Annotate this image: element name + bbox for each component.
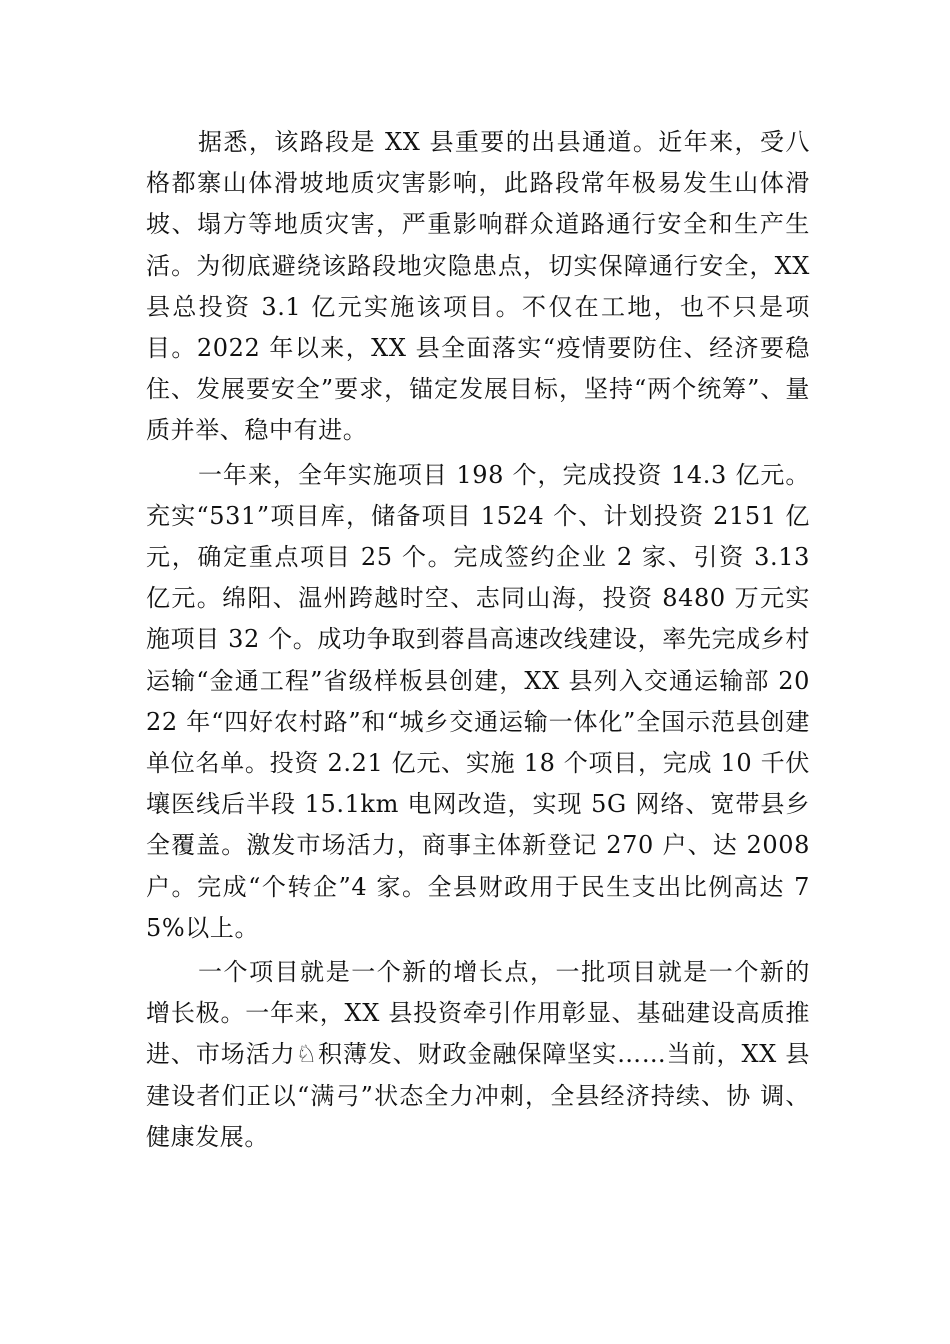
paragraph-3: 一个项目就是一个新的增长点，一批项目就是一个新的增长极。一年来，XX 县投资牵引作用彰显、基础建设高质推进、市场活力♘积薄发、财政金融保障坚实……当前，XX 县建设者们正以“满弓”状态全力冲刺，全县经济持续、协 调、健康发展。 [146,958,810,1151]
paragraph-2: 一年来，全年实施项目 198 个，完成投资 14.3 亿元。充实“531”项目库，储备项目 1524 个、计划投资 2151 亿元，确定重点项目 25 个。完成签约企业 2 家、引资 3.13 亿元。绵阳、温州跨越时空、志同山海，投资 8480 万元实施项目 32 个。成功争取到蓉昌高速改线建设，率先完成乡村运输“金通工程”省级样板县创建，XX 县列入交通运输部 2022 年“四好农村路”和“城乡交通运输一体化”全国示范县创建单位名单。投资 2.21 亿元、实施 18 个项目，完成 10 千伏壤医线后半段 15.1km 电网改造，实现 5G 网络、宽带县乡全覆盖。激发市场活力，商事主体新登记 270 户、达 2008 户。完成“个转企”4 家。全县财政用于民生支出比例高达 75%以上。 [146,460,810,942]
body-text [146,122,810,1161]
paragraph-1: 据悉，该路段是 XX 县重要的出县通道。近年来，受八格都寨山体滑坡地质灾害影响，此路段常年极易发生山体滑坡、塌方等地质灾害，严重影响群众道路通行安全和生产生活。为彻底避绕该路段地灾隐患点，切实保障通行安全，XX 县总投资 3.1 亿元实施该项目。不仅在工地，也不只是项目。2022 年以来，XX 县全面落实“疫情要防住、经济要稳住、发展要安全”要求，锚定发展目标，坚持“两个统筹”、量质并举、稳中有进。 [146,128,810,445]
